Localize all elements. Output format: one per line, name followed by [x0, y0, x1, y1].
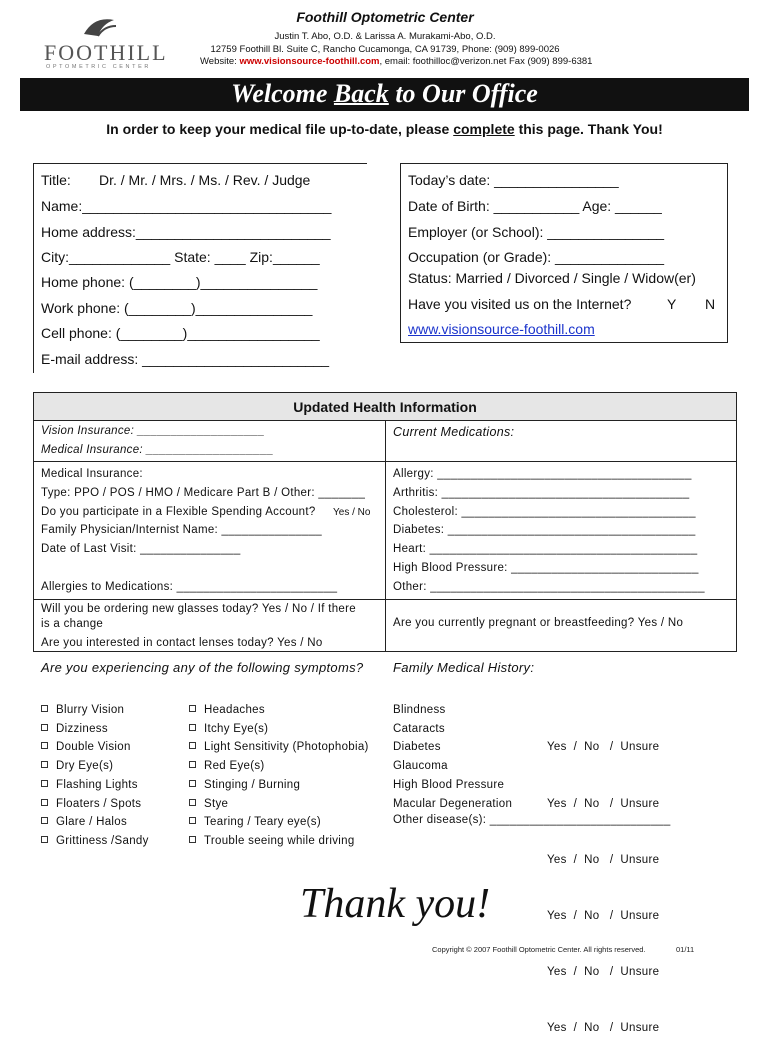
table-divider-1 — [34, 461, 736, 462]
checkbox-icon[interactable] — [41, 705, 48, 712]
checkbox-icon[interactable] — [41, 724, 48, 731]
employer-field[interactable]: Employer (or School): _______________ — [408, 224, 665, 240]
family-answer[interactable]: Yes / No / Unsure — [547, 1021, 660, 1034]
checkbox-icon[interactable] — [41, 742, 48, 749]
other-disease-field[interactable]: Other disease(s): ___________________________ — [393, 814, 671, 826]
checkbox-icon[interactable] — [189, 799, 196, 806]
fsa-question: Do you participate in a Flexible Spending Account? — [41, 506, 316, 518]
symptom-item[interactable]: Stye — [189, 795, 369, 814]
family-answer[interactable]: Yes / No / Unsure — [547, 965, 660, 978]
checkbox-icon[interactable] — [41, 761, 48, 768]
symptom-item[interactable]: Dry Eye(s) — [41, 757, 149, 776]
family-disease-name: Cataracts — [393, 722, 445, 735]
symptoms-col-1 — [41, 701, 149, 851]
email-field[interactable]: E-mail address: ________________________ — [41, 351, 330, 367]
symptom-item[interactable]: Floaters / Spots — [41, 795, 149, 814]
website-label: Website: — [200, 56, 240, 67]
home-address-field[interactable]: Home address:_________________________ — [41, 224, 331, 240]
internet-no[interactable]: N — [705, 296, 716, 312]
physician-name-field[interactable]: Family Physician/Internist Name: _______________ — [41, 524, 322, 536]
diabetes-field[interactable]: Diabetes: _____________________________________ — [393, 524, 696, 536]
arthritis-field[interactable]: Arthritis: _____________________________________ — [393, 487, 690, 499]
checkbox-icon[interactable] — [189, 705, 196, 712]
family-answer[interactable]: Yes / No / Unsure — [547, 741, 660, 754]
health-info-header — [34, 393, 736, 421]
contact-rest: , email: foothilloc@verizon.net Fax (909) 899-6381 — [379, 56, 593, 67]
table-divider-2 — [34, 599, 736, 600]
checkbox-icon[interactable] — [41, 817, 48, 824]
contact-line — [200, 56, 593, 67]
glasses-question[interactable]: Will you be ordering new glasses today? Yes / No / If there — [41, 603, 356, 615]
dob-age-field[interactable]: Date of Birth: ___________ Age: ______ — [408, 198, 662, 214]
glasses-question-cont: is a change — [41, 618, 104, 630]
city-state-zip-field[interactable]: City:_____________ State: ____ Zip:______ — [41, 249, 320, 265]
logo-icon — [80, 14, 120, 40]
symptoms-heading: Are you experiencing any of the following symptoms? — [41, 660, 364, 675]
welcome-banner — [20, 78, 749, 111]
address-line: 12759 Foothill Bl. Suite C, Rancho Cucamonga, CA 91739, Phone: (909) 899-0026 — [210, 44, 560, 55]
cell-phone-field[interactable]: Cell phone: (________)_________________ — [41, 325, 320, 341]
symptom-item[interactable]: Glare / Halos — [41, 813, 149, 832]
medication-allergies-field[interactable]: Allergies to Medications: ________________________ — [41, 581, 338, 593]
symptom-item[interactable]: Trouble seeing while driving — [189, 832, 369, 851]
thank-you-signature: Thank you! — [300, 881, 491, 927]
checkbox-icon[interactable] — [189, 761, 196, 768]
symptom-item[interactable]: Stinging / Burning — [189, 776, 369, 795]
cholesterol-field[interactable]: Cholesterol: ___________________________________ — [393, 506, 696, 518]
symptom-item[interactable]: Headaches — [189, 701, 369, 720]
heart-field[interactable]: Heart: ________________________________________ — [393, 543, 698, 555]
name-field[interactable]: Name:________________________________ — [41, 198, 332, 214]
other-medication-field[interactable]: Other: _________________________________________ — [393, 581, 705, 593]
checkbox-icon[interactable] — [189, 817, 196, 824]
occupation-field[interactable]: Occupation (or Grade): ______________ — [408, 249, 665, 265]
family-disease-name: Glaucoma — [393, 760, 448, 773]
family-disease-name: Macular Degeneration — [393, 797, 513, 810]
checkbox-icon[interactable] — [189, 742, 196, 749]
intro-text: In order to keep your medical file up-to-date, please complete this page. Thank You! — [106, 121, 663, 137]
work-phone-field[interactable]: Work phone: (________)_______________ — [41, 300, 313, 316]
pregnancy-question[interactable]: Are you currently pregnant or breastfeeding? Yes / No — [393, 617, 684, 629]
title-label: Title: — [41, 172, 71, 188]
todays-date-field[interactable]: Today’s date: ________________ — [408, 172, 619, 188]
high-blood-pressure-field[interactable]: High Blood Pressure: ____________________________ — [393, 562, 699, 574]
title-options[interactable]: Dr. / Mr. / Mrs. / Ms. / Rev. / Judge — [99, 172, 311, 188]
banner-title: Welcome Back to Our Office — [231, 79, 538, 108]
family-answer[interactable]: Yes / No / Unsure — [547, 909, 660, 922]
family-history-heading: Family Medical History: — [393, 660, 535, 675]
family-disease-name: High Blood Pressure — [393, 778, 505, 791]
website-link-box[interactable]: www.visionsource-foothill.com — [408, 321, 595, 337]
health-info-title: Updated Health Information — [293, 399, 477, 415]
internet-question: Have you visited us on the Internet? — [408, 296, 632, 312]
symptom-item[interactable]: Dizziness — [41, 720, 149, 739]
checkbox-icon[interactable] — [189, 780, 196, 787]
internet-yes[interactable]: Y — [667, 296, 677, 312]
symptom-item[interactable]: Double Vision — [41, 738, 149, 757]
contacts-question[interactable]: Are you interested in contact lenses today? Yes / No — [41, 637, 323, 649]
website-link[interactable]: www.visionsource-foothill.com — [239, 56, 380, 67]
insurance-type-options[interactable]: Type: PPO / POS / HMO / Medicare Part B / Other: _______ — [41, 487, 366, 499]
symptom-item[interactable]: Light Sensitivity (Photophobia) — [189, 738, 369, 757]
personal-info-box — [33, 163, 367, 373]
logo-name: FOOTHILL — [44, 40, 168, 65]
symptoms-col-2 — [189, 701, 369, 851]
family-answer-list — [547, 701, 659, 1056]
doctors-line: Justin T. Abo, O.D. & Larissa A. Murakami-Abo, O.D. — [274, 31, 496, 42]
family-disease-name: Diabetes — [393, 741, 441, 754]
last-visit-field[interactable]: Date of Last Visit: _______________ — [41, 543, 241, 555]
logo-subtitle: OPTOMETRIC CENTER — [46, 64, 151, 70]
family-answer[interactable]: Yes / No / Unsure — [547, 797, 660, 810]
clinic-name: Foothill Optometric Center — [296, 9, 474, 25]
symptom-item[interactable]: Itchy Eye(s) — [189, 720, 369, 739]
status-options[interactable]: Status: Married / Divorced / Single / Widow(er) — [408, 270, 696, 286]
symptom-item[interactable]: Flashing Lights — [41, 776, 149, 795]
form-code: 01/11 — [676, 945, 695, 954]
checkbox-icon[interactable] — [41, 836, 48, 843]
family-disease-name: Blindness — [393, 704, 446, 716]
copyright-text: Copyright © 2007 Foothill Optometric Center. All rights reserved. — [432, 945, 646, 954]
current-medications-label: Current Medications: — [393, 425, 515, 439]
vision-insurance-field[interactable]: Vision Insurance: ___________________ — [41, 425, 265, 437]
allergy-field[interactable]: Allergy: ______________________________________ — [393, 468, 692, 480]
table-divider-vertical — [385, 421, 386, 652]
family-answer[interactable]: Yes / No / Unsure — [547, 853, 660, 866]
checkbox-icon[interactable] — [41, 799, 48, 806]
symptom-item[interactable]: Grittiness /Sandy — [41, 832, 149, 851]
symptom-item[interactable]: Tearing / Teary eye(s) — [189, 813, 369, 832]
family-disease-list — [393, 701, 512, 813]
checkbox-icon[interactable] — [41, 780, 48, 787]
fsa-answer[interactable]: Yes / No — [333, 507, 371, 518]
symptom-item[interactable]: Red Eye(s) — [189, 757, 369, 776]
medical-insurance-line[interactable]: Medical Insurance: ___________________ — [41, 444, 274, 456]
checkbox-icon[interactable] — [189, 724, 196, 731]
home-phone-field[interactable]: Home phone: (________)_______________ — [41, 274, 318, 290]
symptom-item[interactable]: Blurry Vision — [41, 701, 149, 720]
medical-insurance-label: Medical Insurance: — [41, 468, 143, 480]
checkbox-icon[interactable] — [189, 836, 196, 843]
